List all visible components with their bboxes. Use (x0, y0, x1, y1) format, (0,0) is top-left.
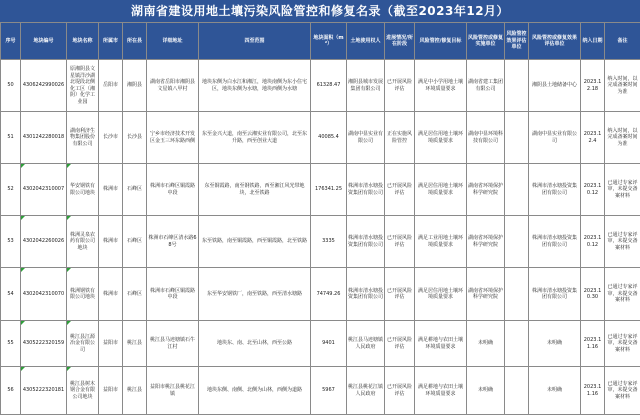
cell-address: 株洲市石峰区清水路68号 (147, 216, 199, 268)
cell-target: 满足居住用地土壤环境质量要求 (415, 268, 467, 321)
cell-implementer: 未明确 (467, 367, 505, 415)
cell-plot-name: 株洲钢铁有限公司地块 (67, 268, 99, 321)
cell-evaluator: 湘阴县土地储备中心 (529, 60, 581, 112)
cell-date: 2023.12.18 (581, 60, 605, 112)
cell-evaluator: 未明确 (529, 321, 581, 367)
cell-boundary: 地块东侧、南侧、北侧为山林，西侧为道路 (199, 367, 311, 415)
cell-area: 5967 (311, 367, 347, 415)
cell-effect-evaluator (505, 164, 529, 216)
header-cell: 进展情况/所在阶段 (385, 23, 415, 60)
cell-address: 株洲市石峰区铜霞路中段 (147, 164, 199, 216)
cell-city: 长沙市 (99, 112, 123, 164)
cell-land-user: 桃江县马迹塘镇人民政府 (347, 321, 385, 367)
header-cell: 风险管控/修复目标 (415, 23, 467, 60)
cell-effect-evaluator (505, 112, 529, 164)
cell-remark: 已通过专家评审，未提交备案材料 (605, 268, 640, 321)
cell-date: 2023.11.16 (581, 321, 605, 367)
cell-evaluator: 未明确 (529, 367, 581, 415)
cell-stage: 已开展风险评估 (385, 367, 415, 415)
cell-address: 益阳市桃江县桃花江镇 (147, 367, 199, 415)
cell-evaluator: 株洲市清水塘投资集团有限公司 (529, 164, 581, 216)
cell-boundary: 地块东、南、北至山林，西至公路 (199, 321, 311, 367)
cell-implementer: 湖南中显环境科技有限公司 (467, 112, 505, 164)
header-cell: 纳入日期 (581, 23, 605, 60)
cell-city: 株洲市 (99, 164, 123, 216)
cell-effect-evaluator (505, 321, 529, 367)
cell-index: 51 (1, 112, 21, 164)
header-cell: 地块面积（m²） (311, 23, 347, 60)
cell-plot-id: 4301242280018 (21, 112, 67, 164)
cell-county: 石峰区 (123, 164, 147, 216)
cell-remark: 纳入时间，以完成备案时间为准 (605, 60, 640, 112)
cell-plot-id: 4306242990026 (21, 60, 67, 112)
cell-plot-id: 4305222320181 (21, 367, 67, 415)
table-row (1, 60, 640, 112)
cell-effect-evaluator (505, 60, 529, 112)
cell-area: 61328.47 (311, 60, 347, 112)
cell-date: 2023.11.16 (581, 367, 605, 415)
table-title: 湖南省建设用地土壤污染风险管控和修复名录（截至2023年12月） (0, 0, 640, 22)
cell-implementer: 未明确 (467, 321, 505, 367)
cell-target: 满足工业用地土壤环境质量要求 (415, 216, 467, 268)
cell-index: 54 (1, 268, 21, 321)
cell-stage: 正在实施风险管控 (385, 112, 415, 164)
cell-evaluator: 湖南中显实业有限公司 (529, 112, 581, 164)
header-cell: 详细地址 (147, 23, 199, 60)
cell-stage: 已开展风险评估 (385, 164, 415, 216)
cell-target: 满足中小学用地土壤环境质量要求 (415, 60, 467, 112)
cell-land-user: 株洲市清水塘投资集团有限公司 (347, 268, 385, 321)
cell-index: 52 (1, 164, 21, 216)
cell-boundary: 地块东侧为白水江和湘江，地块南侧为东小住宅区，地块东侧为水塘，地块西侧为水塘 (199, 60, 311, 112)
cell-county: 桃江县 (123, 321, 147, 367)
cell-land-user: 株洲市清水塘投资集团有限公司 (347, 216, 385, 268)
cell-target: 满足居住用地土壤环境质量要求 (415, 112, 467, 164)
cell-target: 满足耕地与农田土壤环境质量要求 (415, 367, 467, 415)
cell-stage: 已开展风险评估 (385, 216, 415, 268)
cell-county: 桃江县 (123, 367, 147, 415)
header-cell: 四至范围 (199, 23, 311, 60)
cell-boundary: 东至华安钢铁厂，南至铁路，西至清水塘路 (199, 268, 311, 321)
cell-target: 满足耕地与农田土壤环境质量要求 (415, 321, 467, 367)
cell-plot-name: 桃江县树木钢合金有限公司地块 (67, 367, 99, 415)
cell-area: 176341.25 (311, 164, 347, 216)
cell-plot-name: 株洲灵泉农药有限公司地块 (67, 216, 99, 268)
header-cell: 风险管控或修复效果评估单位 (529, 23, 581, 60)
cell-land-user: 湘阴县城市发展集团有限公司 (347, 60, 385, 112)
cell-boundary: 东至铁路，南至铜霞路，西至铜霞路，北至铁路 (199, 216, 311, 268)
cell-county: 石峰区 (123, 268, 147, 321)
cell-address: 宁乡市经济技术开发区金玉三环东路西侧 (147, 112, 199, 164)
header-cell: 地块名称 (67, 23, 99, 60)
table-row (1, 216, 640, 268)
cell-remark: 已通过专家评审，未提交备案材料 (605, 367, 640, 415)
cell-land-user: 株洲市清水塘投资集团有限公司 (347, 164, 385, 216)
cell-area: 3335 (311, 216, 347, 268)
remediation-list-table (0, 22, 640, 415)
cell-plot-id: 4302042310007 (21, 164, 67, 216)
cell-plot-name: 原湘阴县文星镇洋沙湖北堤段北侧化工区（湘阴）化学工业园 (67, 60, 99, 112)
header-cell: 风险管控效果评估单位 (505, 23, 529, 60)
cell-implementer: 湖南省环境保护科学研究院 (467, 268, 505, 321)
cell-address: 桃江县马迹塘镇石牛江村 (147, 321, 199, 367)
cell-implementer: 湖南省建工集团有限公司 (467, 60, 505, 112)
cell-remark: 已通过专家评审，未提交备案材料 (605, 164, 640, 216)
cell-land-user: 湖南中显实业有限公司 (347, 112, 385, 164)
cell-index: 53 (1, 216, 21, 268)
cell-address: 湖南省岳阳市湘阴县文星镇八甲村 (147, 60, 199, 112)
header-cell: 序号 (1, 23, 21, 60)
cell-city: 岳阳市 (99, 60, 123, 112)
cell-area: 9401 (311, 321, 347, 367)
cell-evaluator: 株洲市清水塘投资集团有限公司 (529, 216, 581, 268)
table-row (1, 367, 640, 415)
header-cell: 备注 (605, 23, 640, 60)
cell-index: 56 (1, 367, 21, 415)
cell-plot-id: 4305222320159 (21, 321, 67, 367)
header-cell: 所在县 (123, 23, 147, 60)
cell-effect-evaluator (505, 268, 529, 321)
cell-target: 满足居住用地土壤环境质量要求 (415, 164, 467, 216)
cell-implementer: 湖南省环境保护科学研究院 (467, 164, 505, 216)
cell-remark: 已通过专家评审，未提交备案材料 (605, 321, 640, 367)
cell-city: 株洲市 (99, 216, 123, 268)
cell-index: 50 (1, 60, 21, 112)
cell-stage: 已开展风险评估 (385, 60, 415, 112)
cell-city: 株洲市 (99, 268, 123, 321)
cell-date: 2023.10.12 (581, 164, 605, 216)
cell-stage: 已开展风险评估 (385, 268, 415, 321)
cell-city: 益阳市 (99, 321, 123, 367)
header-cell: 地块编号 (21, 23, 67, 60)
table-row (1, 164, 640, 216)
cell-stage: 已开展风险评估 (385, 321, 415, 367)
header-row (1, 23, 640, 60)
cell-address: 株洲市石峰区铜霞路中段 (147, 268, 199, 321)
cell-remark: 已通过专家评审，未提交备案材料 (605, 216, 640, 268)
cell-area: 74749.26 (311, 268, 347, 321)
table-row (1, 321, 640, 367)
header-cell: 风险管控或修复实施单位 (467, 23, 505, 60)
cell-evaluator: 株洲市清水塘投资集团有限公司 (529, 268, 581, 321)
cell-implementer: 湖南省环境保护科学研究院 (467, 216, 505, 268)
cell-plot-id: 4302042310070 (21, 268, 67, 321)
header-cell: 所属市 (99, 23, 123, 60)
cell-area: 40085.4 (311, 112, 347, 164)
cell-date: 2023.12.4 (581, 112, 605, 164)
cell-county: 长沙县 (123, 112, 147, 164)
header-cell: 土地使用权人 (347, 23, 385, 60)
cell-effect-evaluator (505, 367, 529, 415)
cell-land-user: 桃江县桃花江镇人民政府 (347, 367, 385, 415)
cell-index: 55 (1, 321, 21, 367)
cell-date: 2023.10.30 (581, 268, 605, 321)
cell-remark: 纳入时间，以完成备案时间为准 (605, 112, 640, 164)
cell-city: 益阳市 (99, 367, 123, 415)
cell-plot-name: 华安钢铁有限公司地块 (67, 164, 99, 216)
cell-plot-name: 湖南利济生物集团股份有限公司 (67, 112, 99, 164)
cell-boundary: 东至铜霞路，南至钢铁路，西至湘江风光带地块，北至铁路 (199, 164, 311, 216)
cell-effect-evaluator (505, 216, 529, 268)
cell-date: 2023.10.12 (581, 216, 605, 268)
cell-plot-id: 4302042260026 (21, 216, 67, 268)
cell-plot-name: 桃江县江源冶金有限公司 (67, 321, 99, 367)
cell-boundary: 东至金兴大道，南至云湘实业有限公司，北至东升路，西至创业大道 (199, 112, 311, 164)
cell-county: 湘阴县 (123, 60, 147, 112)
table-row (1, 268, 640, 321)
cell-county: 石峰区 (123, 216, 147, 268)
table-row (1, 112, 640, 164)
